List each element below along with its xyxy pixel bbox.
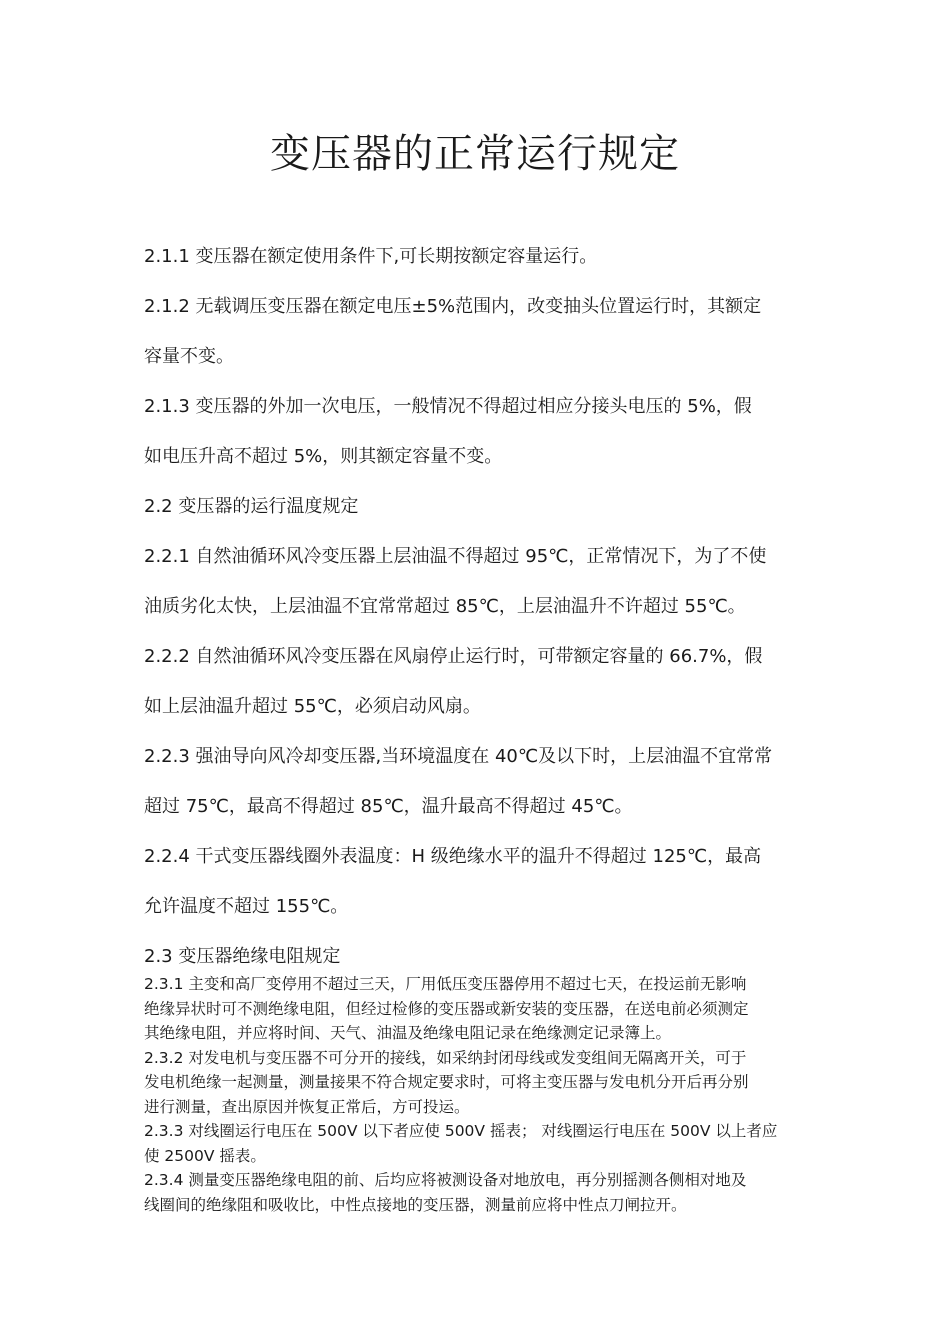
line-2-3-4-a: 2.3.4 测量变压器绝缘电阻的前、后均应将被测设备对地放电，再分别摇测各侧相对地及 [144, 1171, 747, 1189]
line-2-1-3-a: 2.1.3 变压器的外加一次电压，一般情况不得超过相应分接头电压的 5%，假 [144, 396, 752, 417]
section-2-2-heading: 2.2 变压器的运行温度规定 [144, 496, 359, 517]
line-2-2-1-a: 2.2.1 自然油循环风冷变压器上层油温不得超过 95℃，正常情况下，为了不使 [144, 546, 767, 567]
line-2-2-3-b: 超过 75℃，最高不得超过 85℃，温升最高不得超过 45℃。 [144, 796, 633, 817]
line-2-3-3-b: 使 2500V 摇表。 [144, 1146, 266, 1165]
line-2-1-2-b: 容量不变。 [144, 346, 234, 367]
line-2-3-2-c: 进行测量，查出原因并恢复正常后，方可投运。 [144, 1097, 470, 1116]
line-2-2-3-a: 2.2.3 强油导向风冷却变压器,当环境温度在 40℃及以下时，上层油温不宜常常 [144, 746, 773, 767]
line-2-3-1-b: 绝缘异状时可不测绝缘电阻，但经过检修的变压器或新安装的变压器，在送电前必须测定 [144, 999, 749, 1018]
line-2-2-4-b: 允许温度不超过 155℃。 [144, 896, 349, 917]
line-2-1-1: 2.1.1 变压器在额定使用条件下,可长期按额定容量运行。 [144, 246, 598, 267]
section-2-3-body [144, 972, 824, 1217]
line-2-2-4-a: 2.2.4 干式变压器线圈外表温度：H 级绝缘水平的温升不得超过 125℃，最高 [144, 846, 762, 867]
main-body [144, 232, 824, 982]
line-2-3-4-b: 线圈间的绝缘阻和吸收比，中性点接地的变压器，测量前应将中性点刀闸拉开。 [144, 1195, 687, 1214]
line-2-3-2-a: 2.3.2 对发电机与变压器不可分开的接线，如采纳封闭母线或发变组间无隔离开关，可于 [144, 1048, 747, 1067]
line-2-3-3-a: 2.3.3 对线圈运行电压在 500V 以下者应使 500V 摇表； 对线圈运行电压在 500V 以上者应 [144, 1122, 778, 1140]
line-2-2-1-b: 油质劣化太快，上层油温不宜常常超过 85℃，上层油温升不许超过 55℃。 [144, 596, 746, 617]
line-2-2-2-a: 2.2.2 自然油循环风冷变压器在风扇停止运行时，可带额定容量的 66.7%，假 [144, 646, 763, 667]
line-2-3-2-b: 发电机绝缘一起测量，测量接果不符合规定要求时，可将主变压器与发电机分开后再分别 [144, 1073, 749, 1091]
line-2-2-2-b: 如上层油温升超过 55℃，必须启动风扇。 [144, 696, 481, 717]
line-2-3-1-c: 其绝缘电阻，并应将时间、天气、油温及绝缘电阻记录在绝缘测定记录簿上。 [144, 1024, 672, 1042]
line-2-1-3-b: 如电压升高不超过 5%，则其额定容量不变。 [144, 446, 503, 467]
line-2-1-2-a: 2.1.2 无载调压变压器在额定电压±5%范围内，改变抽头位置运行时，其额定 [144, 296, 762, 317]
line-2-3-1-a: 2.3.1 主变和高厂变停用不超过三天，厂用低压变压器停用不超过七天，在投运前无影响 [144, 975, 747, 993]
document-title: 变压器的正常运行规定 [270, 131, 680, 177]
section-2-3-heading: 2.3 变压器绝缘电阻规定 [144, 946, 341, 967]
